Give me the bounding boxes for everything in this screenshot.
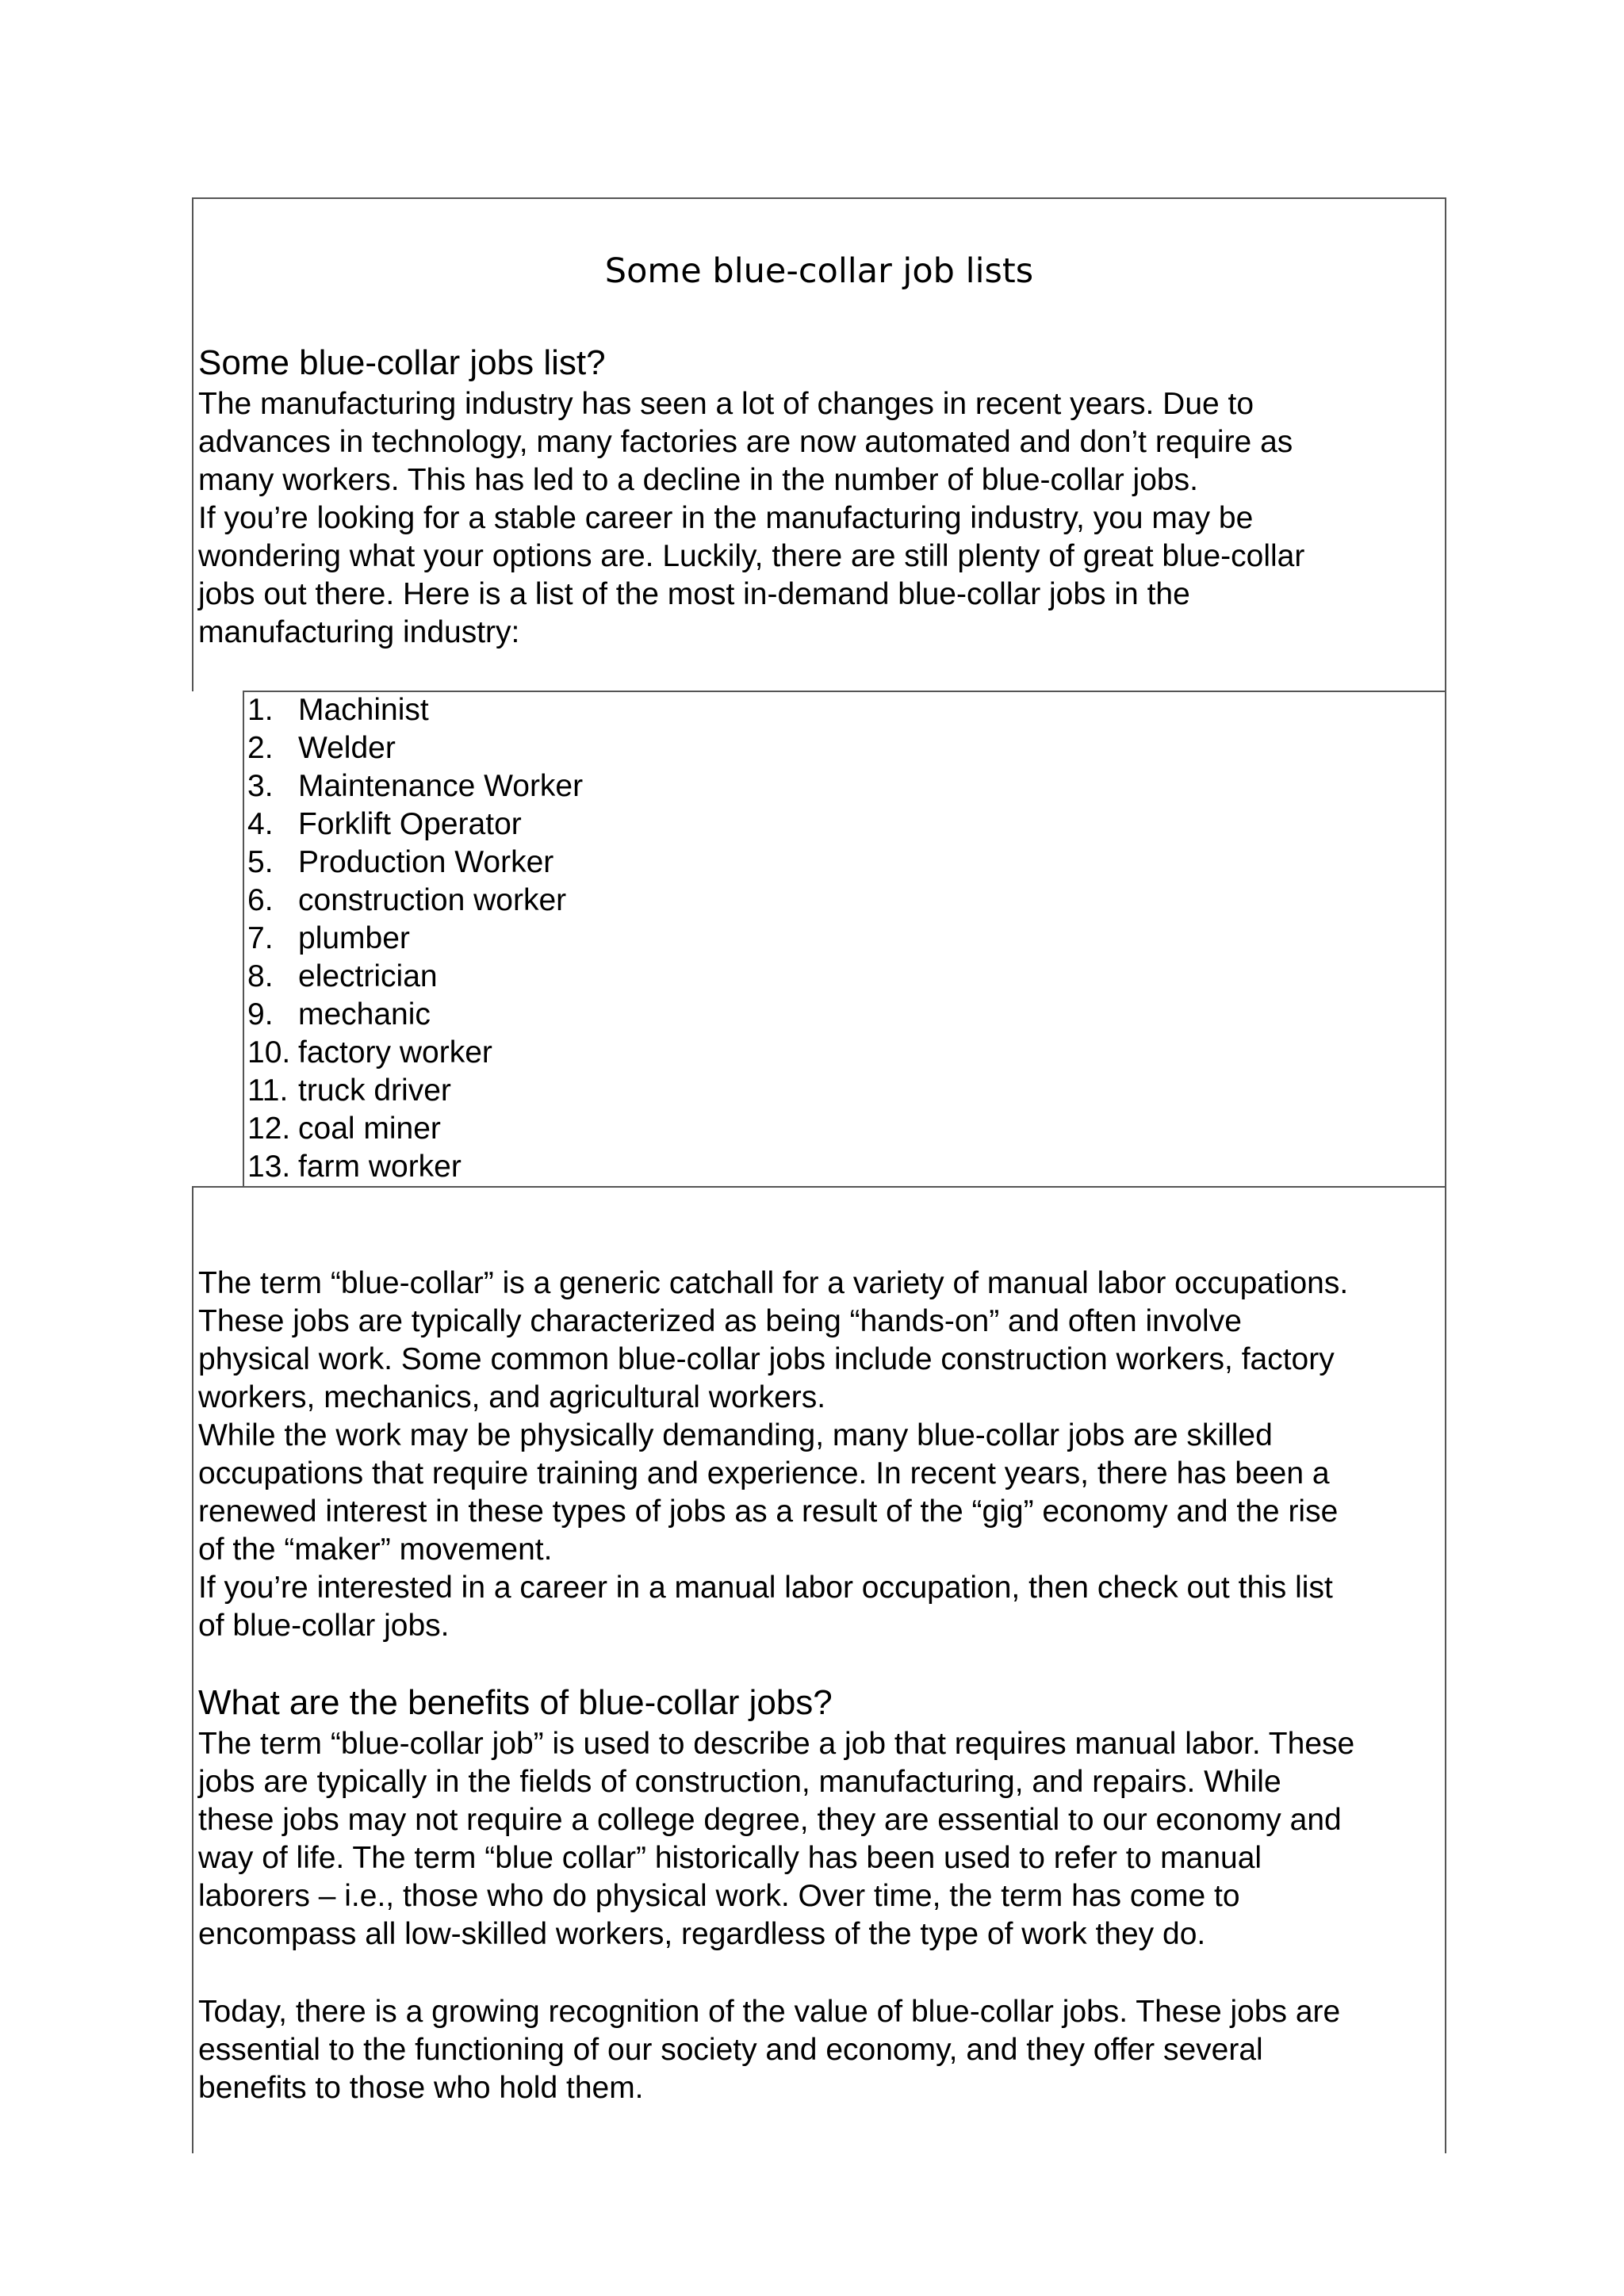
list-item [247,1072,583,1110]
text-line: many workers. This has led to a decline in the number of blue-collar jobs. [198,463,1198,497]
list-item [247,1034,583,1072]
text-line: jobs out there. Here is a list of the most in-demand blue-collar jobs in the [198,577,1190,611]
text-line: The term “blue-collar” is a generic catchall for a variety of manual labor occupations. [198,1266,1349,1300]
list-item-label: truck driver [298,1073,451,1108]
list-item [247,806,583,844]
list-item-label: Machinist [298,693,429,727]
list-item-label: Maintenance Worker [298,769,584,803]
text-line: Today, there is a growing recognition of the value of blue-collar jobs. These jobs are [198,1995,1341,2029]
list-item [247,958,583,996]
list-number: 8. [247,959,274,993]
text-line: of blue-collar jobs. [198,1609,450,1643]
document-title: Some blue-collar job lists [604,251,1034,291]
text-line: occupations that require training and experience. In recent years, there has been a [198,1456,1330,1490]
text-line: If you’re looking for a stable career in the manufacturing industry, you may be [198,501,1254,535]
list-item-label: Welder [298,731,396,765]
list-number: 6. [247,883,274,917]
text-line: benefits to those who hold them. [198,2071,644,2105]
list-number: 4. [247,807,274,841]
intro-paragraph [198,385,1443,652]
text-line: renewed interest in these types of jobs as a result of the “gig” economy and the rise [198,1494,1339,1529]
list-number: 7. [247,921,274,955]
list-item [247,920,583,958]
list-item-label: construction worker [298,883,567,917]
list-item [247,882,583,920]
text-line: laborers – i.e., those who do physical work. Over time, the term has come to [198,1879,1240,1913]
text-line: of the “maker” movement. [198,1533,553,1567]
text-line: The term “blue-collar job” is used to describe a job that requires manual labor. These [198,1727,1355,1761]
list-item [247,767,583,806]
list-item [247,996,583,1034]
text-line: wondering what your options are. Luckily, there are still plenty of great blue-collar [198,539,1305,573]
list-item-label: farm worker [298,1150,462,1184]
list-number: 12. [247,1112,291,1146]
list-item [247,691,583,729]
text-line: workers, mechanics, and agricultural workers. [198,1380,826,1414]
section-heading-jobs-list: Some blue-collar jobs list? [198,343,606,382]
list-item-label: electrician [298,959,438,993]
list-item-label: plumber [298,921,410,955]
list-item [247,729,583,767]
text-line: manufacturing industry: [198,615,520,649]
list-item-label: Forklift Operator [298,807,522,841]
list-item-label: factory worker [298,1035,492,1070]
text-line: The manufacturing industry has seen a lot of changes in recent years. Due to [198,387,1254,421]
text-line: If you’re interested in a career in a manual labor occupation, then check out this list [198,1571,1333,1605]
text-line: advances in technology, many factories are now automated and don’t require as [198,425,1293,459]
job-list [247,691,583,1186]
list-number: 10. [247,1035,291,1070]
text-line: These jobs are typically characterized as being “hands-on” and often involve [198,1304,1242,1338]
list-item [247,1148,583,1186]
list-number: 1. [247,693,274,727]
benefits-recognition-paragraph [198,1993,1443,2107]
text-line: encompass all low-skilled workers, regardless of the type of work they do. [198,1917,1206,1951]
text-line: way of life. The term “blue collar” historically has been used to refer to manual [198,1841,1262,1875]
section-heading-benefits: What are the benefits of blue-collar jobs? [198,1683,833,1722]
list-number: 9. [247,997,274,1031]
list-item [247,844,583,882]
list-item-label: mechanic [298,997,431,1031]
list-item-label: coal miner [298,1112,441,1146]
list-item-label: Production Worker [298,845,554,879]
text-line: jobs are typically in the fields of construction, manufacturing, and repairs. While [198,1765,1281,1799]
text-line: these jobs may not require a college degree, they are essential to our economy and [198,1803,1342,1837]
list-number: 11. [247,1073,289,1108]
list-number: 5. [247,845,274,879]
blue-collar-definition-paragraph [198,1265,1443,1645]
list-number: 2. [247,731,274,765]
benefits-paragraph [198,1725,1443,1954]
text-line: physical work. Some common blue-collar jobs include construction workers, factory [198,1342,1335,1376]
list-number: 13. [247,1150,291,1184]
text-line: essential to the functioning of our society and economy, and they offer several [198,2033,1263,2067]
list-item [247,1110,583,1148]
list-number: 3. [247,769,274,803]
text-line: While the work may be physically demanding, many blue-collar jobs are skilled [198,1418,1273,1452]
